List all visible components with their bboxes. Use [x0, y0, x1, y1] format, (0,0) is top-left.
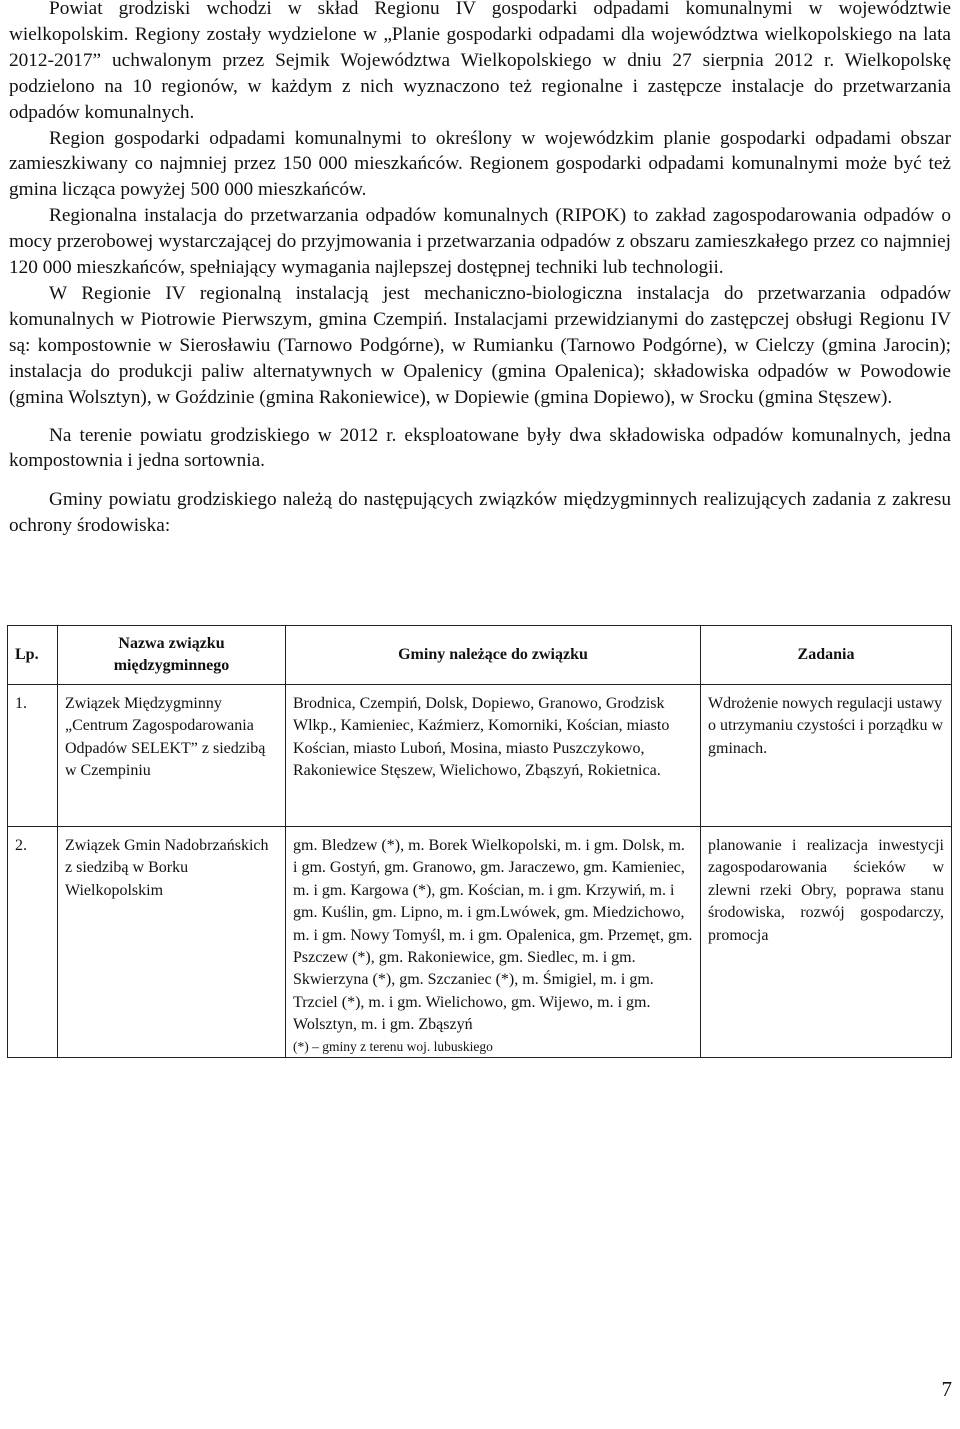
paragraph-associations-intro: Gminy powiatu grodziskiego należą do następujących związków międzygminnych realizujących zadania z zakresu ochrony środowiska:	[9, 489, 951, 537]
row-tasks: planowanie i realizacja inwestycji zagospodarowania ścieków w zlewni rzeki Obry, poprawa stanu środowiska, rozwój gospodarczy, promocja	[701, 827, 952, 1058]
row-member-municipalities: gm. Bledzew (*), m. Borek Wielkopolski, m. i gm. Dolsk, m. i gm. Gostyń, gm. Granowo, gm. Jaraczewo, gm. Kamieniec, m. i gm. Kargowa (*), gm. Kościan, m. i gm. Krzywiń, m. i gm. Kuślin, gm. Lipno, m. i gm.Lwówek, gm. Miedzichowo, m. i gm. Nowy Tomyśl, m. i gm. Opalenica, gm. Przemęt, gm. Pszczew (*), gm. Rakoniewice, gm. Siedlec, m. i gm. Skwierzyna (*), gm. Szczaniec (*), m. Śmigiel, m. i gm. Trzciel (*), m. i gm. Wielichowo, gm. Wijewo, m. i gm. Wolsztyn, m. i gm. Zbąszyń	[293, 837, 693, 1034]
header-association-name: Nazwa związku międzygminnego	[58, 626, 286, 685]
footnote-lubuskie: (*) – gminy z terenu woj. lubuskiego	[293, 1038, 493, 1054]
table-row	[8, 827, 952, 1058]
header-tasks: Zadania	[701, 626, 952, 685]
row-tasks: Wdrożenie nowych regulacji ustawy o utrzymaniu czystości i porządku w gminach.	[701, 685, 952, 827]
row-association-name: Związek Międzygminny „Centrum Zagospodarowania Odpadów SELEKT” z siedzibą w Czempiniu	[58, 685, 286, 827]
header-member-municipalities: Gminy należące do związku	[286, 626, 701, 685]
header-lp: Lp.	[8, 626, 58, 685]
row-lp: 1.	[8, 685, 58, 827]
associations-table	[7, 625, 952, 1058]
row-member-municipalities: Brodnica, Czempiń, Dolsk, Dopiewo, Granowo, Grodzisk Wlkp., Kamieniec, Kaźmierz, Komorniki, Kościan, miasto Kościan, miasto Luboń, Mosina, miasto Puszczykowo, Rakoniewice Stęszew, Wielichowo, Zbąszyń, Rokietnica.	[286, 685, 701, 827]
row-member-municipalities-cell	[286, 827, 701, 1058]
page-number: 7	[941, 1377, 952, 1401]
row-lp: 2.	[8, 827, 58, 1058]
row-association-name: Związek Gmin Nadobrzańskich z siedzibą w Borku Wielkopolskim	[58, 827, 286, 1058]
table-row	[8, 685, 952, 827]
document-page	[9, 0, 951, 539]
paragraph-county-facilities: Na terenie powiatu grodziskiego w 2012 r. eksploatowane były dwa składowiska odpadów komunalnych, jedna kompostownia i jedna sortownia.	[9, 424, 951, 472]
paragraph-region-definition: Region gospodarki odpadami komunalnymi to określony w wojewódzkim planie gospodarki odpadami obszar zamieszkiwany co najmniej przez 150 000 mieszkańców. Regionem gospodarki odpadami komunalnymi może być też gmina licząca powyżej 500 000 mieszkańców.	[9, 127, 951, 201]
paragraph-ripok-definition: Regionalna instalacja do przetwarzania odpadów komunalnych (RIPOK) to zakład zagospodarowania odpadów o mocy przerobowej wystarczającej do przyjmowania i przetwarzania odpadów z obszaru zamieszkałego przez co najmniej 120 000 mieszkańców, spełniający wymagania najlepszej dostępnej techniki lub technologii.	[9, 205, 951, 279]
paragraph-region-iv-installations: W Regionie IV regionalną instalacją jest mechaniczno-biologiczna instalacja do przetwarzania odpadów komunalnych w Piotrowie Pierwszym, gmina Czempiń. Instalacjami przewidzianymi do zastępczej obsługi Regionu IV są: kompostownie w Sierosławiu (Tarnowo Podgórne), w Rumianku (Tarnowo Podgórne), w Cielczy (gmina Jarocin); instalacja do produkcji paliw alternatywnych w Opalenicy (gmina Opalenica); składowiska odpadów w Powodowie (gmina Wolsztyn), w Goździnie (gmina Rakoniewice), w Dopiewie (gmina Dopiewo), w Srocku (gmina Stęszew).	[9, 282, 951, 408]
table-header-row	[8, 626, 952, 685]
paragraph-region-intro: Powiat grodziski wchodzi w skład Regionu IV gospodarki odpadami komunalnymi w województwie wielkopolskim. Regiony zostały wydzielone w „Planie gospodarki odpadami dla województwa wielkopolskiego na lata 2012-2017” uchwalonym przez Sejmik Województwa Wielkopolskiego w dniu 27 sierpnia 2012 r. Wielkopolskę podzielono na 10 regionów, w każdym z nich wyznaczono też regionalne i zastępcze instalacje do przetwarzania odpadów komunalnych.	[9, 0, 951, 123]
